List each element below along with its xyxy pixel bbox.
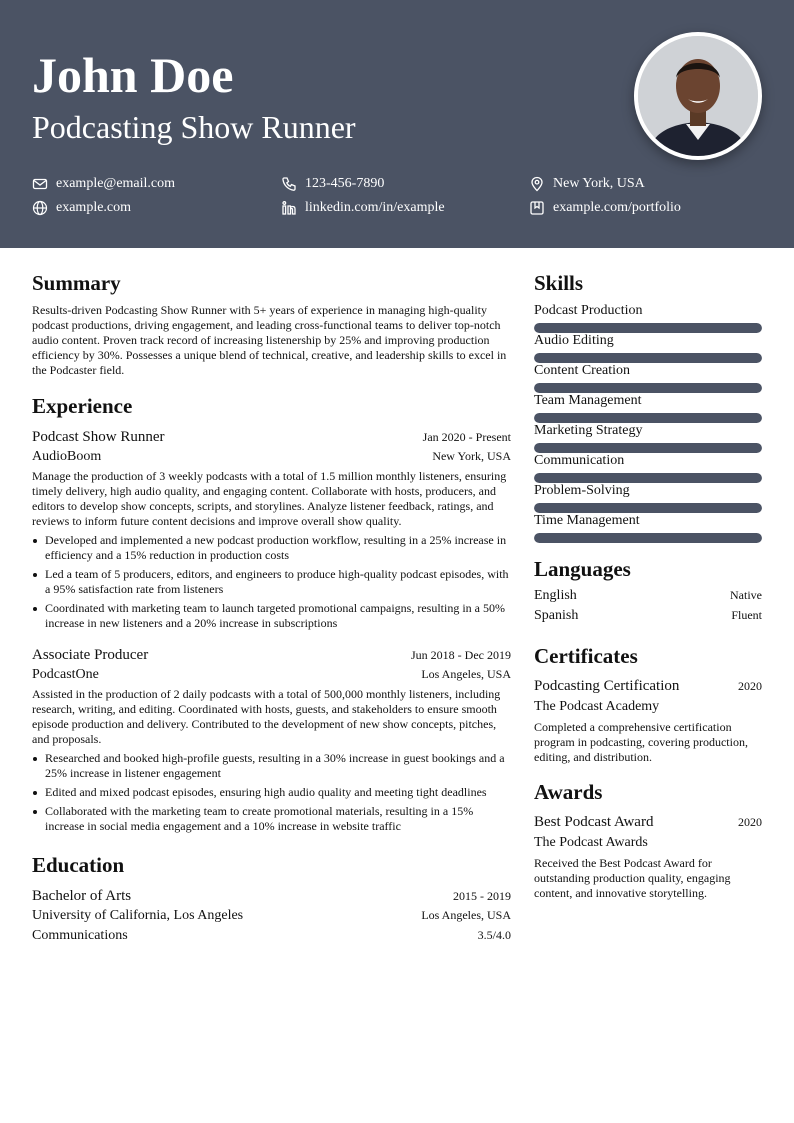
contact-linkedin[interactable] xyxy=(281,199,445,217)
job-dates: Jun 2018 - Dec 2019 xyxy=(411,648,511,662)
language-item xyxy=(534,607,762,627)
candidate-name: John Doe xyxy=(32,47,234,103)
phone-icon xyxy=(281,176,297,192)
certificate-issuer: The Podcast Academy xyxy=(534,699,660,714)
languages-heading: Languages xyxy=(534,557,631,581)
job-role: Podcast Show Runner xyxy=(32,429,165,445)
skills-heading: Skills xyxy=(534,271,584,295)
contact-linkedin-text: linkedin.com/in/example xyxy=(305,200,445,215)
skill-label: Audio Editing xyxy=(534,333,614,348)
contact-location-text: New York, USA xyxy=(553,176,645,191)
skills-list xyxy=(534,302,762,542)
skill-label: Podcast Production xyxy=(534,303,643,318)
education-entry xyxy=(32,886,511,946)
job-entry xyxy=(32,427,511,631)
job-bullet: Developed and implemented a new podcast production workflow, resulting in a 25% increase in efficiency and a 15% reduction in production costs xyxy=(32,533,511,563)
language-level: Native xyxy=(730,588,762,602)
award-issuer: The Podcast Awards xyxy=(534,835,648,850)
skill-item xyxy=(534,452,762,482)
location-pin-icon xyxy=(529,176,545,192)
resume-header xyxy=(0,0,794,248)
job-bullet: Researched and booked high-profile guests, resulting in a 30% increase in guest bookings and a 25% increase in listener engagement xyxy=(32,751,511,781)
education-location: Los Angeles, USA xyxy=(421,908,511,922)
contact-website-text: example.com xyxy=(56,200,132,215)
contact-email[interactable] xyxy=(32,175,175,193)
award-entry xyxy=(534,812,762,901)
skill-item xyxy=(534,482,762,512)
language-item xyxy=(534,587,762,607)
side-column xyxy=(534,270,762,901)
summary-text: Results-driven Podcasting Show Runner with 5+ years of experience in managing high-quality podcast productions, driving engagement, and leading cross-functional teams to deliver top-notch audio content. Proven track record of increasing listenership by 25% and improving production efficiency by 30%. Possesses a unique blend of technical, creative, and leadership skills to excel in the Podcaster field. xyxy=(32,303,507,377)
skill-item xyxy=(534,302,762,332)
job-bullet: Led a team of 5 producers, editors, and engineers to produce high-quality podcast episodes, with a 95% satisfaction rate from listeners xyxy=(32,567,511,597)
portfolio-icon xyxy=(529,200,545,216)
job-bullet: Collaborated with the marketing team to create promotional materials, resulting in a 15% increase in social media engagement and a 10% increase in website traffic xyxy=(32,804,511,834)
language-level: Fluent xyxy=(731,608,762,622)
experience-heading: Experience xyxy=(32,394,133,418)
language-name: English xyxy=(534,588,577,603)
skill-item xyxy=(534,362,762,392)
certificate-description: Completed a comprehensive certification program in podcasting, covering production, editing, and distribution. xyxy=(534,720,748,764)
job-bullet: Coordinated with marketing team to launch targeted promotional campaigns, resulting in a 50% increase in new listeners and a 20% increase in subscriptions xyxy=(32,601,511,631)
skill-item xyxy=(534,332,762,362)
skill-item xyxy=(534,512,762,542)
job-description: Assisted in the production of 2 daily podcasts with a total of 500,000 monthly listeners, including research, writing, and editing. Coordinated with hosts, guests, and stakeholders to ensure smooth episode production and delivery. Contributed to the development of new show concepts, pitches, and proposals. xyxy=(32,687,501,746)
skill-label: Content Creation xyxy=(534,363,631,378)
certificate-year: 2020 xyxy=(738,679,762,693)
job-location: Los Angeles, USA xyxy=(421,667,511,681)
job-entry xyxy=(32,645,511,834)
job-dates: Jan 2020 - Present xyxy=(422,430,511,444)
award-year: 2020 xyxy=(738,815,762,829)
skill-level-fill xyxy=(534,533,762,543)
skill-label: Time Management xyxy=(534,513,640,528)
mail-icon xyxy=(32,176,48,192)
skill-label: Team Management xyxy=(534,393,642,408)
contact-phone[interactable] xyxy=(281,175,384,193)
award-name: Best Podcast Award xyxy=(534,814,654,830)
awards-heading: Awards xyxy=(534,780,603,804)
contact-website[interactable] xyxy=(32,199,131,217)
summary-heading: Summary xyxy=(32,271,121,295)
skill-label: Communication xyxy=(534,453,625,468)
main-column xyxy=(32,270,511,946)
job-company: AudioBoom xyxy=(32,449,102,464)
profile-photo-image xyxy=(638,36,758,156)
job-bullet: Edited and mixed podcast episodes, ensuring high audio quality and meeting tight deadlines xyxy=(32,785,511,800)
languages-list xyxy=(534,587,762,627)
job-company: PodcastOne xyxy=(32,667,99,682)
education-school: University of California, Los Angeles xyxy=(32,908,244,923)
job-description: Manage the production of 3 weekly podcasts with a total of 1.5 million monthly listeners, ensuring timely delivery, high audio quality, and engaging content. Collaborate with hosts, producers, and editors to develop show concepts, scripts, and storylines. Analyze listener feedback, ratings, and reviews to inform future content decisions and improve overall show quality. xyxy=(32,469,507,528)
certificate-entry xyxy=(534,676,762,765)
skill-item xyxy=(534,422,762,452)
contact-phone-text: 123-456-7890 xyxy=(305,176,385,191)
contact-portfolio-text: example.com/portfolio xyxy=(553,200,681,215)
skill-level-bar xyxy=(534,533,762,543)
contact-email-text: example@email.com xyxy=(56,176,176,191)
job-role: Associate Producer xyxy=(32,647,149,663)
award-description: Received the Best Podcast Award for outstanding production quality, engaging content, and innovative storytelling. xyxy=(534,856,731,900)
skill-label: Marketing Strategy xyxy=(534,423,643,438)
linkedin-icon xyxy=(281,200,297,216)
certificate-name: Podcasting Certification xyxy=(534,678,680,694)
education-gpa: 3.5/4.0 xyxy=(477,928,511,942)
candidate-title: Podcasting Show Runner xyxy=(32,109,356,145)
education-field: Communications xyxy=(32,928,128,943)
education-degree: Bachelor of Arts xyxy=(32,888,132,904)
certificates-heading: Certificates xyxy=(534,644,638,668)
skill-item xyxy=(534,392,762,422)
education-dates: 2015 - 2019 xyxy=(453,889,511,903)
contact-portfolio[interactable] xyxy=(529,199,681,217)
profile-photo xyxy=(634,32,762,160)
globe-icon xyxy=(32,200,48,216)
contact-location xyxy=(529,175,645,193)
skill-label: Problem-Solving xyxy=(534,483,630,498)
education-heading: Education xyxy=(32,853,125,877)
language-name: Spanish xyxy=(534,608,579,623)
job-location: New York, USA xyxy=(432,449,511,463)
